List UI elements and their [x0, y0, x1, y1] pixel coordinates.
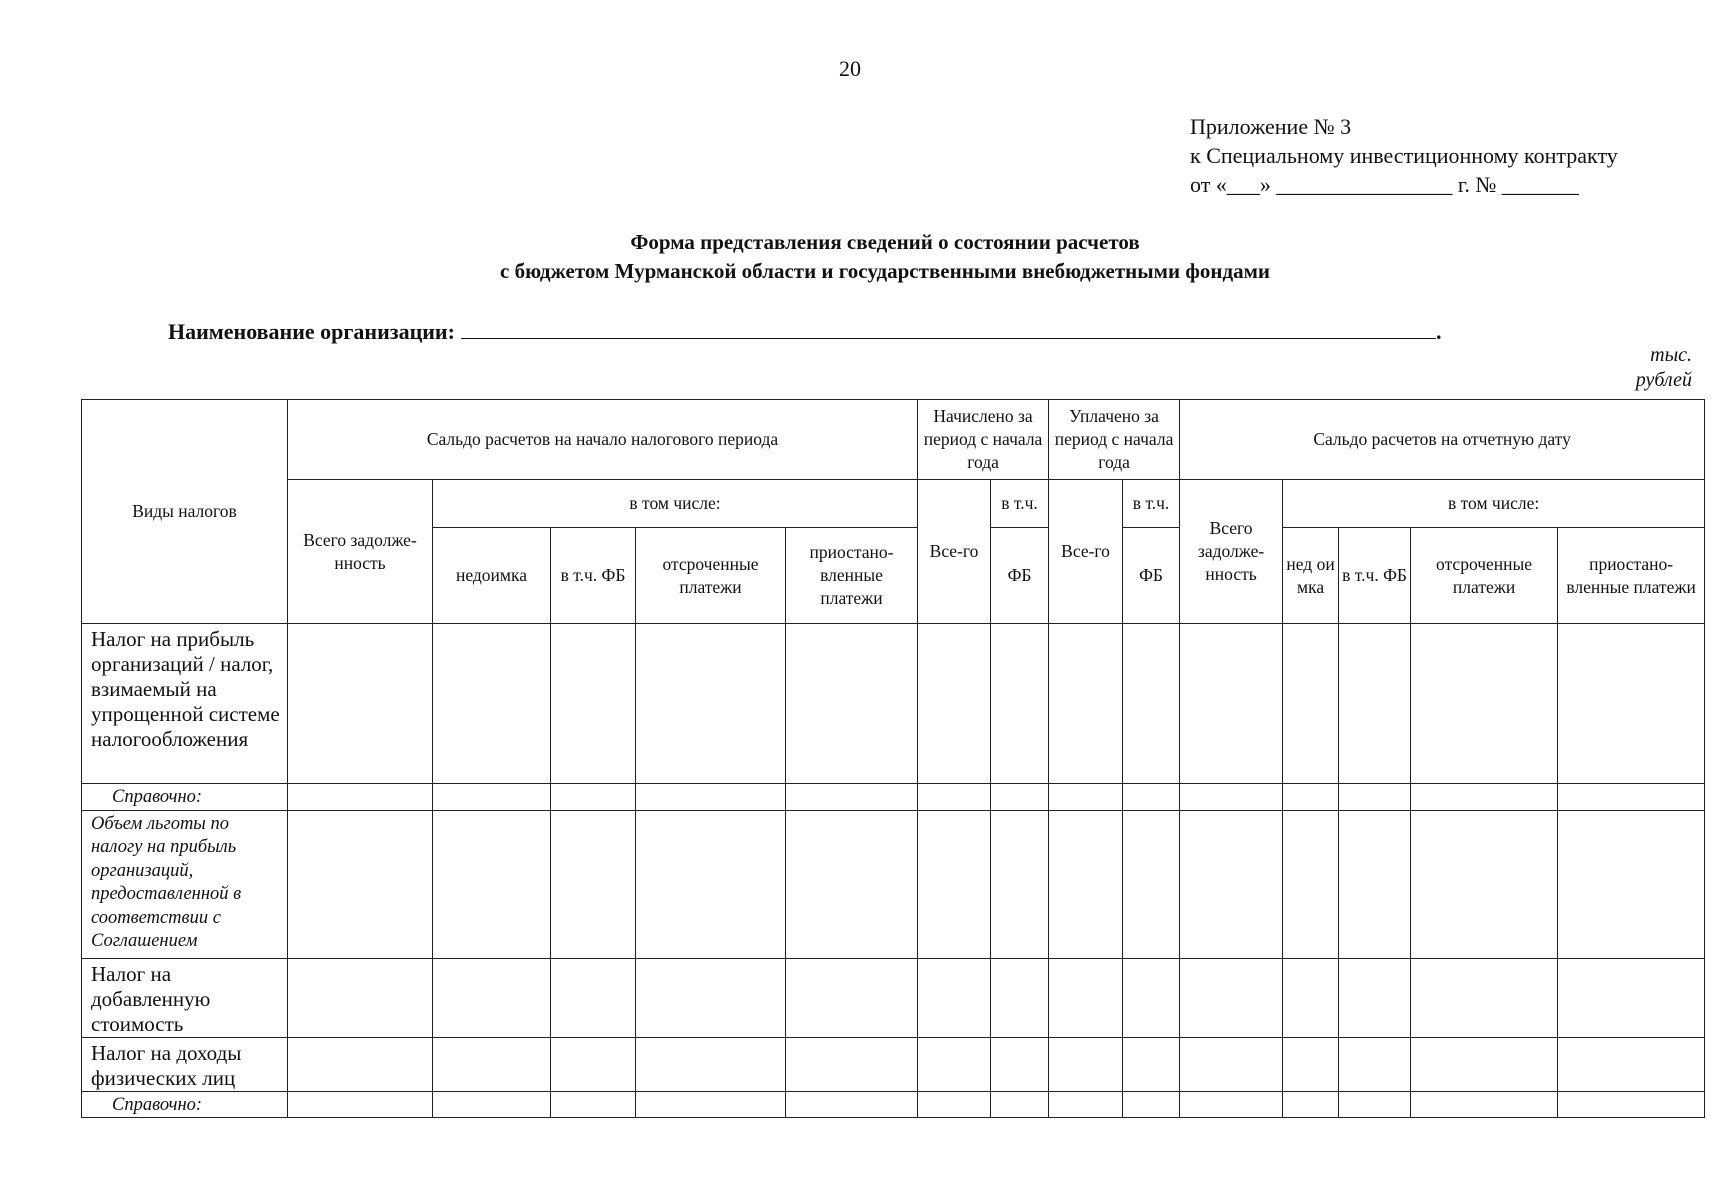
header-accrued-incl: в т.ч.: [991, 480, 1049, 528]
table-cell[interactable]: [551, 1037, 636, 1091]
table-row: [82, 1037, 1705, 1091]
header-including-closing: в том числе:: [1283, 480, 1705, 528]
table-cell[interactable]: [991, 1037, 1049, 1091]
row-label-benefit-volume: Объем льготы по налогу на прибыль организаций, предоставленной в соответствии с Соглашением: [82, 810, 288, 958]
table-cell[interactable]: [991, 958, 1049, 1037]
table-cell[interactable]: [1558, 958, 1705, 1037]
header-fb-closing: в т.ч. ФБ: [1339, 528, 1411, 624]
table-cell[interactable]: [1339, 1037, 1411, 1091]
table-cell[interactable]: [1558, 624, 1705, 784]
table-cell[interactable]: [1123, 624, 1180, 784]
table-cell[interactable]: [636, 624, 786, 784]
table-cell[interactable]: [991, 624, 1049, 784]
table-cell[interactable]: [288, 810, 433, 958]
table-cell[interactable]: [786, 1091, 918, 1118]
header-tax-types: Виды налогов: [82, 400, 288, 624]
table-cell[interactable]: [786, 810, 918, 958]
table-cell[interactable]: [1283, 624, 1339, 784]
row-label-reference-2: Справочно:: [82, 1091, 288, 1118]
table-cell[interactable]: [1049, 810, 1123, 958]
header-total-debt-closing: Всего задолже-нность: [1180, 480, 1283, 624]
table-cell[interactable]: [433, 624, 551, 784]
appendix-line-1: Приложение № 3: [1190, 114, 1352, 139]
table-cell[interactable]: [433, 784, 551, 811]
table-cell[interactable]: [288, 958, 433, 1037]
table-cell[interactable]: [1180, 784, 1283, 811]
table-cell[interactable]: [918, 784, 991, 811]
header-accrued-fb: ФБ: [991, 528, 1049, 624]
table-cell[interactable]: [1558, 1091, 1705, 1118]
table-cell[interactable]: [551, 784, 636, 811]
table-cell[interactable]: [1180, 1091, 1283, 1118]
table-row: [82, 624, 1705, 784]
table-row: [82, 958, 1705, 1037]
organization-label: Наименование организации:: [168, 319, 455, 344]
table-cell[interactable]: [1339, 958, 1411, 1037]
table-row: [82, 784, 1705, 811]
header-opening-balance: Сальдо расчетов на начало налогового периода: [288, 400, 918, 480]
table-cell[interactable]: [288, 784, 433, 811]
units-line-1: тыс.: [1650, 344, 1692, 366]
appendix-line-2: к Специальному инвестиционному контракту: [1190, 143, 1618, 168]
table-cell[interactable]: [636, 1091, 786, 1118]
header-total-debt-opening: Всего задолже-нность: [288, 480, 433, 624]
table-cell[interactable]: [1339, 810, 1411, 958]
header-deferred-opening: отсроченные платежи: [636, 528, 786, 624]
organization-name-field[interactable]: [461, 318, 1436, 339]
row-label-reference-1: Справочно:: [82, 784, 288, 811]
table-cell[interactable]: [1283, 1091, 1339, 1118]
table-cell[interactable]: [1283, 1037, 1339, 1091]
header-paid-incl: в т.ч.: [1123, 480, 1180, 528]
table-cell[interactable]: [918, 1037, 991, 1091]
table-cell[interactable]: [1049, 784, 1123, 811]
table-cell[interactable]: [1558, 784, 1705, 811]
units-note: [1600, 343, 1692, 393]
table-cell[interactable]: [288, 1037, 433, 1091]
page-number: 20: [839, 56, 861, 81]
table-cell[interactable]: [1411, 958, 1558, 1037]
header-fb-opening: в т.ч. ФБ: [551, 528, 636, 624]
table-cell[interactable]: [433, 810, 551, 958]
table-cell[interactable]: [288, 1091, 433, 1118]
row-label-vat: Налог на добавленную стоимость: [82, 958, 288, 1037]
table-cell[interactable]: [1411, 1091, 1558, 1118]
header-suspended-closing: приостано-вленные платежи: [1558, 528, 1705, 624]
table-cell[interactable]: [991, 1091, 1049, 1118]
table-cell[interactable]: [786, 624, 918, 784]
header-arrears-opening: недоимка: [433, 528, 551, 624]
header-paid-fb: ФБ: [1123, 528, 1180, 624]
header-including-opening: в том числе:: [433, 480, 918, 528]
header-row-1: [82, 400, 1705, 480]
table-cell[interactable]: [636, 784, 786, 811]
header-paid: Уплачено за период с начала года: [1049, 400, 1180, 480]
table-cell[interactable]: [551, 958, 636, 1037]
table-cell[interactable]: [1180, 1037, 1283, 1091]
table-cell[interactable]: [991, 784, 1049, 811]
row-label-profit-tax: Налог на прибыль организаций / налог, взимаемый на упрощенной системе налогообложения: [82, 624, 288, 784]
form-title-line-2: с бюджетом Мурманской области и государственными внебюджетными фондами: [500, 259, 1270, 283]
header-accrued-total: Все-го: [918, 480, 991, 624]
table-cell[interactable]: [1180, 810, 1283, 958]
table-cell[interactable]: [1123, 784, 1180, 811]
header-accrued: Начислено за период с начала года: [918, 400, 1049, 480]
table-cell[interactable]: [636, 810, 786, 958]
table-cell[interactable]: [1283, 810, 1339, 958]
header-row-2: [82, 480, 1705, 528]
units-line-2: рублей: [1635, 369, 1692, 391]
table-cell[interactable]: [991, 810, 1049, 958]
table-cell[interactable]: [1411, 1037, 1558, 1091]
table-cell[interactable]: [918, 1091, 991, 1118]
table-cell[interactable]: [1558, 1037, 1705, 1091]
table-cell[interactable]: [288, 624, 433, 784]
table-cell[interactable]: [1283, 958, 1339, 1037]
table-cell[interactable]: [786, 1037, 918, 1091]
table-cell[interactable]: [1180, 958, 1283, 1037]
table-cell[interactable]: [918, 810, 991, 958]
table-cell[interactable]: [636, 1037, 786, 1091]
appendix-reference: [1190, 112, 1618, 199]
table-cell[interactable]: [1411, 624, 1558, 784]
organization-name-line: [168, 318, 1441, 345]
table-cell[interactable]: [1339, 784, 1411, 811]
form-title: [0, 228, 1727, 286]
table-cell[interactable]: [1049, 624, 1123, 784]
table-row: [82, 810, 1705, 958]
form-title-line-1: Форма представления сведений о состоянии расчетов: [630, 230, 1140, 254]
table-cell[interactable]: [1180, 624, 1283, 784]
table-cell[interactable]: [433, 1037, 551, 1091]
table-cell[interactable]: [1123, 958, 1180, 1037]
table-cell[interactable]: [551, 810, 636, 958]
tax-settlements-table: [81, 399, 1705, 1118]
table-cell[interactable]: [1049, 1037, 1123, 1091]
organization-end: .: [1435, 319, 1442, 344]
table-cell[interactable]: [786, 784, 918, 811]
table-cell[interactable]: [1339, 1091, 1411, 1118]
row-label-personal-income-tax: Налог на доходы физических лиц: [82, 1037, 288, 1091]
table-cell[interactable]: [433, 1091, 551, 1118]
table-cell[interactable]: [433, 958, 551, 1037]
table-cell[interactable]: [1123, 1037, 1180, 1091]
table-cell[interactable]: [1123, 1091, 1180, 1118]
table-cell[interactable]: [1339, 624, 1411, 784]
table-cell[interactable]: [551, 1091, 636, 1118]
table-cell[interactable]: [1283, 784, 1339, 811]
table-cell[interactable]: [1411, 784, 1558, 811]
table-cell[interactable]: [918, 624, 991, 784]
header-deferred-closing: отсроченные платежи: [1411, 528, 1558, 624]
header-suspended-opening: приостано-вленные платежи: [786, 528, 918, 624]
table-cell[interactable]: [636, 958, 786, 1037]
table-cell[interactable]: [551, 624, 636, 784]
header-arrears-closing: нед ои мка: [1283, 528, 1339, 624]
header-closing-balance: Сальдо расчетов на отчетную дату: [1180, 400, 1705, 480]
table-cell[interactable]: [918, 958, 991, 1037]
table-cell[interactable]: [1123, 810, 1180, 958]
table-row: [82, 1091, 1705, 1118]
header-paid-total: Все-го: [1049, 480, 1123, 624]
table-cell[interactable]: [1558, 810, 1705, 958]
table-cell[interactable]: [1049, 1091, 1123, 1118]
table-cell[interactable]: [1411, 810, 1558, 958]
appendix-line-3: от «___» ________________ г. № _______: [1190, 172, 1579, 197]
table-cell[interactable]: [786, 958, 918, 1037]
table-cell[interactable]: [1049, 958, 1123, 1037]
